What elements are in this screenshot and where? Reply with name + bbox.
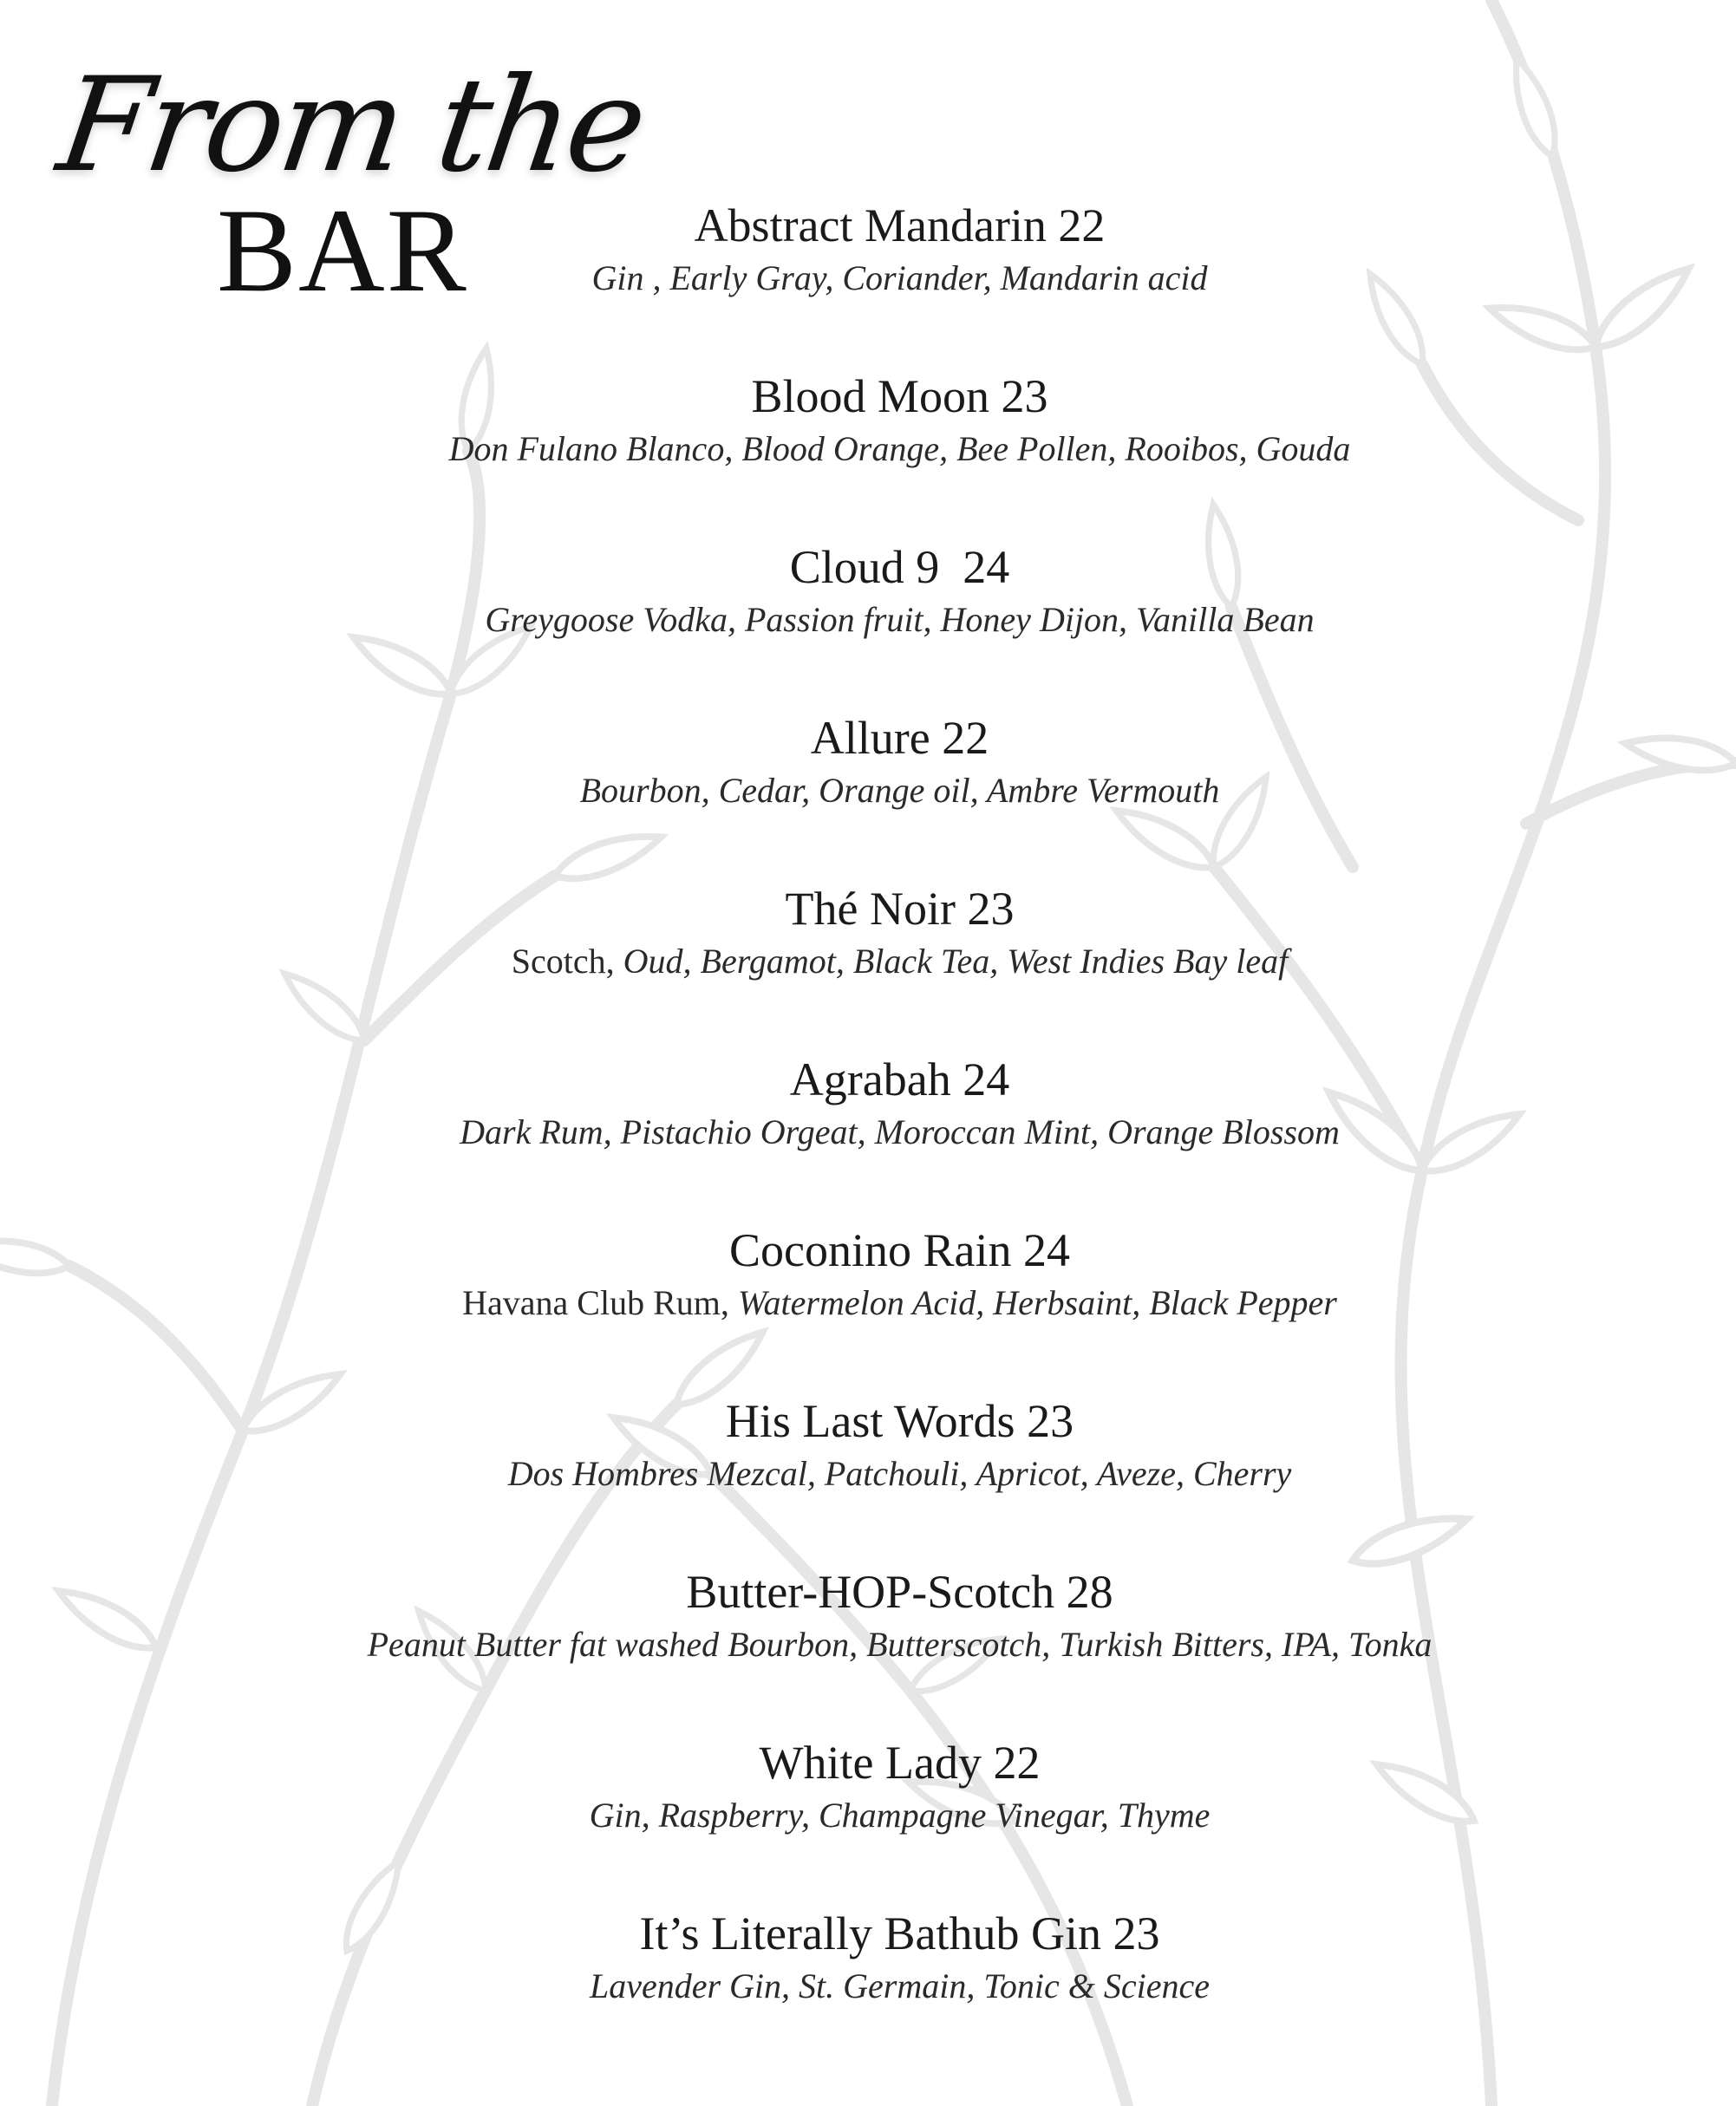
item-description [225,769,1574,812]
heading-script-text: From the [49,50,652,201]
item-description [225,1794,1574,1837]
item-description-text: Don Fulano Blanco, Blood Orange, Bee Pollen, Rooibos, Gouda [448,429,1351,468]
item-description-text: Watermelon Acid, Herbsaint, Black Pepper [737,1283,1337,1322]
heading-caps-text: BAR [217,184,468,316]
item-title: Coconino Rain 24 [729,1224,1070,1276]
item-title: White Lady 22 [759,1737,1041,1789]
item-description-text: Bourbon, Cedar, Orange oil, Ambre Vermouth [579,771,1220,810]
menu-item-cloud-9 [225,539,1574,710]
item-description [225,257,1574,300]
item-title: His Last Words 23 [725,1395,1074,1447]
item-description-text: Peanut Butter fat washed Bourbon, Butterscotch, Turkish Bitters, IPA, Tonka [367,1625,1433,1664]
item-description-prefix: Scotch, [511,942,623,981]
item-description [225,1111,1574,1154]
menu-item-butter-hop-scotch [225,1564,1574,1735]
menu-item-allure [225,710,1574,881]
item-description-text: Lavender Gin, St. Germain, Tonic & Science [589,1966,1211,2005]
item-description-text: Gin , Early Gray, Coriander, Mandarin acid [591,258,1208,297]
menu-item-bathub-gin [225,1906,1574,2077]
item-title: Agrabah 24 [789,1053,1010,1105]
item-title: Thé Noir 23 [785,883,1015,935]
item-description-prefix: Havana Club Rum, [462,1283,738,1322]
item-description [225,598,1574,642]
menu-item-coconino-rain [225,1223,1574,1393]
item-description [225,1623,1574,1666]
item-description-text: Dark Rum, Pistachio Orgeat, Moroccan Mint, Orange Blossom [460,1112,1340,1151]
item-description-text: Gin, Raspberry, Champagne Vinegar, Thyme [589,1796,1211,1835]
item-title: It’s Literally Bathub Gin 23 [639,1907,1160,1959]
menu-item-his-last-words [225,1393,1574,1564]
item-description [225,1281,1574,1325]
item-title: Allure 22 [810,712,989,764]
menu-item-white-lady [225,1735,1574,1906]
item-description [225,1965,1574,2008]
item-description [225,1452,1574,1496]
menu-item-blood-moon [225,368,1574,539]
menu-item-agrabah [225,1052,1574,1223]
item-title: Butter-HOP-Scotch 28 [686,1566,1113,1618]
menu-item-abstract-mandarin [225,198,1574,368]
item-title: Abstract Mandarin 22 [694,199,1106,251]
item-title: Cloud 9 24 [789,541,1010,593]
item-description-text: Dos Hombres Mezcal, Patchouli, Apricot, Aveze, Cherry [507,1454,1292,1493]
item-description [225,427,1574,471]
item-description-text: Oud, Bergamot, Black Tea, West Indies Bay leaf [623,942,1289,981]
menu-item-the-noir [225,881,1574,1052]
cocktail-menu [225,198,1574,2077]
item-description-text: Greygoose Vodka, Passion fruit, Honey Dijon, Vanilla Bean [485,600,1315,639]
item-description [225,940,1574,983]
item-title: Blood Moon 23 [751,370,1048,422]
